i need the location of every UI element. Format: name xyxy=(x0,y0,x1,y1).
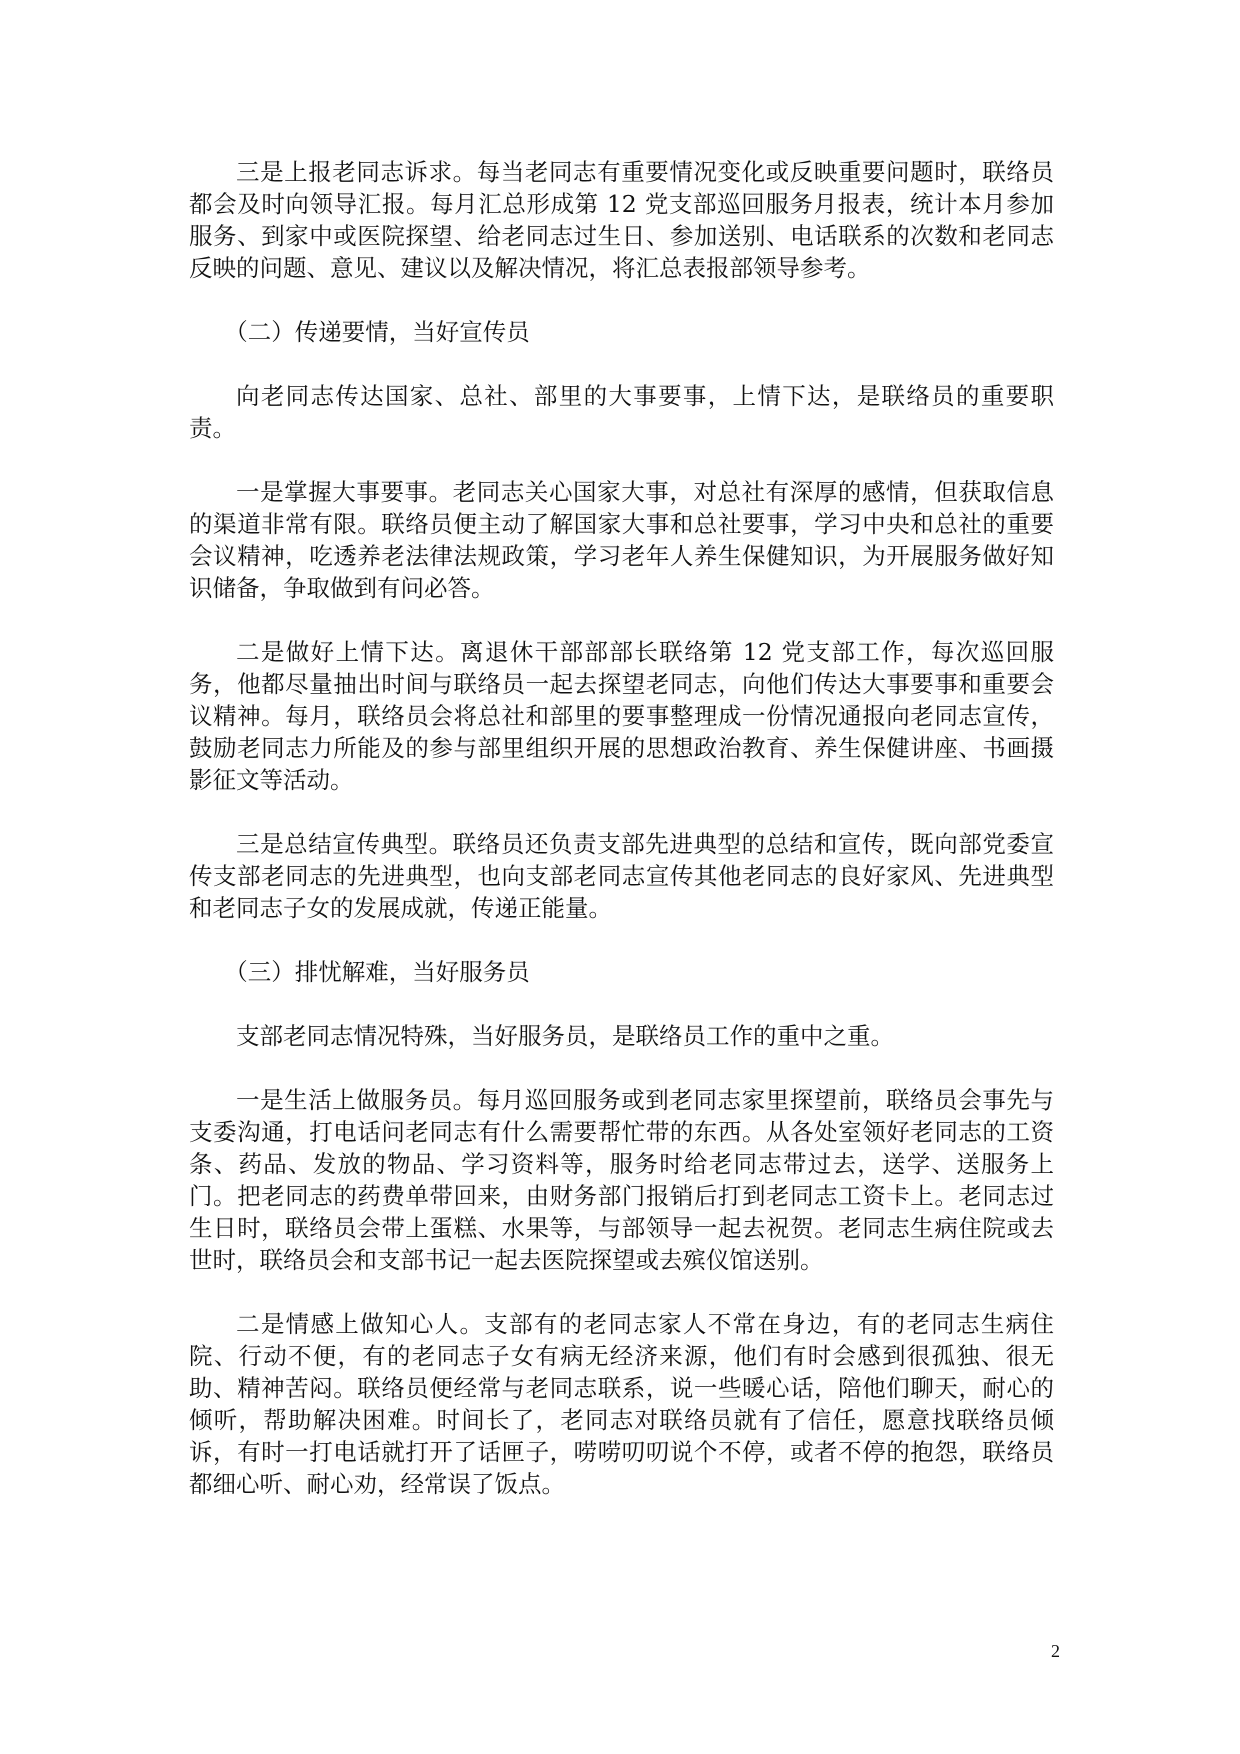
paragraph-life-service: 一是生活上做服务员。每月巡回服务或到老同志家里探望前，联络员会事先与支委沟通，打电话问老同志有什么需要帮忙带的东西。从各处室领好老同志的工资条、药品、发放的物品、学习资料等，服务时给老同志带过去，送学、送服务上门。把老同志的药费单带回来，由财务部门报销后打到老同志工资卡上。老同志过生日时，联络员会带上蛋糕、水果等，与部领导一起去祝贺。老同志生病住院或去世时，联络员会和支部书记一起去医院探望或去殡仪馆送别。 xyxy=(189,1086,1054,1274)
page-number: 2 xyxy=(1051,1641,1060,1661)
document-body xyxy=(189,156,1054,1532)
paragraph-publicity-intro: 向老同志传达国家、总社、部里的大事要事，上情下达，是联络员的重要职责。 xyxy=(189,382,1054,442)
paragraph-grasp-major-events: 一是掌握大事要事。老同志关心国家大事，对总社有深厚的感情，但获取信息的渠道非常有限。联络员便主动了解国家大事和总社要事，学习中央和总社的重要会议精神，吃透养老法律法规政策，学习老年人养生保健知识，为开展服务做好知识储备，争取做到有问必答。 xyxy=(189,478,1054,602)
paragraph-service-intro: 支部老同志情况特殊，当好服务员，是联络员工作的重中之重。 xyxy=(236,1022,894,1050)
paragraph-emotional-support: 二是情感上做知心人。支部有的老同志家人不常在身边，有的老同志生病住院、行动不便，有的老同志子女有病无经济来源，他们有时会感到很孤独、很无助、精神苦闷。联络员便经常与老同志联系，说一些暖心话，陪他们聊天，耐心的倾听，帮助解决困难。时间长了，老同志对联络员就有了信任，愿意找联络员倾诉，有时一打电话就打开了话匣子，唠唠叨叨说个不停，或者不停的抱怨，联络员都细心听、耐心劝，经常误了饭点。 xyxy=(189,1310,1054,1498)
paragraph-convey-information: 二是做好上情下达。离退休干部部部长联络第 12 党支部工作，每次巡回服务，他都尽量抽出时间与联络员一起去探望老同志，向他们传达大事要事和重要会议精神。每月，联络员会将总社和部里的要事整理成一份情况通报向老同志宣传，鼓励老同志力所能及的参与部里组织开展的思想政治教育、养生保健讲座、书画摄影征文等活动。 xyxy=(189,638,1054,794)
paragraph-publicize-models: 三是总结宣传典型。联络员还负责支部先进典型的总结和宣传，既向部党委宣传支部老同志的先进典型，也向支部老同志宣传其他老同志的良好家风、先进典型和老同志子女的发展成就，传递正能量。 xyxy=(189,830,1054,922)
section-heading-publicity: （二）传递要情，当好宣传员 xyxy=(224,318,530,346)
paragraph-report-demands: 三是上报老同志诉求。每当老同志有重要情况变化或反映重要问题时，联络员都会及时向领导汇报。每月汇总形成第 12 党支部巡回服务月报表，统计本月参加服务、到家中或医院探望、给老同志过生日、参加送别、电话联系的次数和老同志反映的问题、意见、建议以及解决情况，将汇总表报部领导参考。 xyxy=(189,158,1054,282)
section-heading-service: （三）排忧解难，当好服务员 xyxy=(224,958,530,986)
